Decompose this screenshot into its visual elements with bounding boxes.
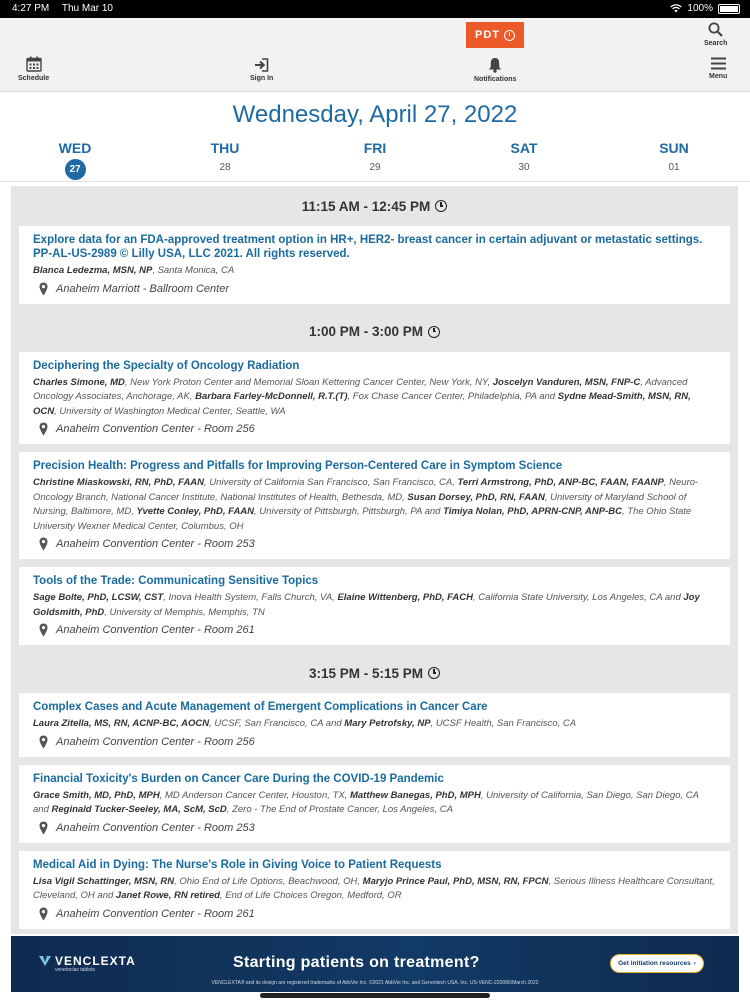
search-label: Search (704, 40, 728, 47)
sign-in-label: Sign In (250, 75, 274, 82)
speaker-name: Elaine Wittenberg, PhD, FACH (337, 592, 474, 603)
location-pin-icon (39, 282, 48, 296)
day-tab-sat[interactable] (484, 140, 564, 181)
speaker-affiliation: , University of California San Francisco, San Francisco, CA, (204, 477, 458, 488)
speaker-name: Maryjo Prince Paul, PhD, MSN, RN, FPCN (362, 875, 549, 887)
speaker-affiliation: , MD Anderson Cancer Center, Houston, TX, (159, 789, 350, 801)
day-number: 29 (369, 162, 381, 173)
status-time: 4:27 PM (12, 3, 50, 14)
session-location (33, 907, 716, 921)
location-pin-icon (39, 537, 48, 551)
session-speakers (33, 264, 716, 279)
speaker-affiliation: , Serious Illness Healthcare Consultant, Cleveland, OH and (33, 875, 715, 901)
ad-brand (39, 954, 136, 968)
speaker-affiliation: , University of Washington Medical Center, Seattle, WA (54, 405, 286, 417)
location-pin-icon (39, 735, 48, 749)
location-label: Anaheim Convention Center - Room 256 (56, 735, 255, 748)
session-card[interactable] (19, 352, 730, 445)
session-title[interactable]: Medical Aid in Dying: The Nurse's Role in Giving Voice to Patient Requests (33, 858, 442, 871)
speaker-name: Joy Goldsmith, PhD (33, 592, 700, 618)
speaker-affiliation: , Zero - The End of Prostate Cancer, Los Angeles, CA (226, 804, 453, 815)
speaker-name: Joscelyn Vanduren, MSN, FNP-C (492, 376, 641, 388)
search-icon (708, 22, 723, 37)
session-title[interactable]: Explore data for an FDA-approved treatment option in HR+, HER2- breast cancer in certain adjuvant or metastatic settings. PP-AL-US-2989 © Lilly USA, LLC 2021. All rights reserved. (33, 234, 703, 260)
speaker-name: Laura Zitella, MS, RN, ACNP-BC, AOCN (33, 718, 210, 729)
speaker-affiliation: , Fox Chase Cancer Center, Philadelphia, PA and (347, 391, 558, 402)
day-number: 28 (219, 162, 231, 173)
day-tab-fri[interactable] (335, 140, 415, 181)
ad-brand-sub: venetoclax tablets (55, 967, 96, 973)
speaker-affiliation: , Ohio End of Life Options, Beachwood, OH, (174, 875, 363, 887)
speaker-name: Janet Rowe, RN retired (115, 890, 220, 901)
schedule-list[interactable] (11, 186, 738, 934)
clock-icon (435, 200, 447, 212)
speaker-name: Sage Bolte, PhD, LCSW, CST (33, 592, 164, 603)
venclexta-logo-icon (39, 956, 51, 966)
day-name: THU (210, 140, 240, 156)
location-pin-icon (39, 907, 48, 921)
speaker-affiliation: , Neuro-Oncology Branch, National Cancer Institute, National Institutes of Health, Bethesda, MD, (33, 477, 699, 503)
ad-banner-area (0, 934, 750, 1000)
day-number: 01 (668, 162, 680, 173)
page-title: Wednesday, April 27, 2022 (232, 101, 518, 128)
location-pin-icon (39, 422, 48, 436)
day-name: FRI (363, 140, 387, 156)
speaker-name: Mary Petrofsky, NP (344, 718, 431, 729)
speaker-affiliation: , University of Pittsburgh, Pittsburgh, PA and (254, 506, 444, 517)
speaker-affiliation: , New York Proton Center and Memorial Sloan Kettering Cancer Center, New York, NY, (124, 376, 493, 388)
session-speakers (33, 376, 716, 420)
calendar-icon (26, 56, 42, 72)
session-title[interactable]: Precision Health: Progress and Pitfalls for Improving Person-Centered Care in Symptom Science (33, 460, 563, 472)
speaker-name: Susan Dorsey, PhD, RN, FAAN (407, 491, 545, 503)
ad-banner[interactable] (11, 936, 739, 992)
session-title[interactable]: Tools of the Trade: Communicating Sensitive Topics (33, 575, 319, 587)
session-title[interactable]: Deciphering the Specialty of Oncology Radiation (33, 359, 300, 372)
menu-icon (711, 57, 726, 70)
speaker-name: Terri Armstrong, PhD, ANP-BC, FAAN, FAANP (457, 477, 664, 488)
day-number: 27 (65, 159, 86, 180)
speaker-affiliation: , Inova Health System, Falls Church, VA, (163, 592, 338, 603)
location-label: Anaheim Marriott - Ballroom Center (56, 282, 230, 295)
session-title[interactable]: Complex Cases and Acute Management of Emergent Complications in Cancer Care (33, 701, 488, 713)
time-slot-label: 1:00 PM - 3:00 PM (308, 324, 424, 339)
speaker-name: Reginald Tucker-Seeley, MA, ScM, ScD (51, 804, 227, 815)
speaker-affiliation: , UCSF, San Francisco, CA and (209, 718, 345, 729)
clock-icon (428, 667, 440, 679)
battery-percent: 100% (687, 3, 713, 14)
session-title[interactable]: Financial Toxicity's Burden on Cancer Care During the COVID-19 Pandemic (33, 772, 444, 785)
search-button[interactable] (704, 22, 727, 47)
clock-icon (428, 326, 440, 338)
time-slot-label: 3:15 PM - 5:15 PM (308, 665, 424, 681)
notifications-label: Notifications (474, 76, 517, 83)
status-date: Thu Mar 10 (61, 3, 113, 14)
speaker-name: Blanca Ledezma, MSN, NP (33, 265, 153, 276)
day-name: SAT (510, 140, 538, 156)
location-label: Anaheim Convention Center - Room 253 (56, 538, 255, 550)
speaker-affiliation: , University of California, San Diego, San Diego, CA and (33, 789, 699, 815)
session-speakers (33, 875, 716, 904)
top-navigation (0, 18, 750, 92)
pdt-logo[interactable] (466, 22, 524, 48)
speaker-name: Matthew Banegas, PhD, MPH (349, 789, 481, 801)
session-location (33, 735, 716, 749)
speaker-affiliation: , The Ohio State University Wexner Medical Center, Columbus, OH (33, 506, 692, 532)
location-label: Anaheim Convention Center - Room 253 (56, 821, 255, 834)
speaker-name: Lisa Vigil Schattinger, MSN, RN (33, 875, 175, 887)
session-card[interactable] (19, 693, 730, 757)
speaker-name: Timiya Nolan, PhD, APRN-CNP, ANP-BC (443, 506, 623, 517)
day-name: SUN (659, 140, 689, 156)
ad-cta-button[interactable] (610, 954, 704, 973)
location-label: Anaheim Convention Center - Room 261 (56, 907, 255, 920)
date-header (0, 92, 750, 182)
speaker-affiliation: , Santa Monica, CA (152, 265, 235, 276)
menu-label: Menu (709, 73, 728, 80)
schedule-button[interactable] (18, 56, 49, 82)
day-tab-wed[interactable] (35, 140, 115, 181)
speaker-affiliation: , University of Memphis, Memphis, TN (104, 606, 265, 618)
speaker-affiliation: , End of Life Choices Oregon, Medford, OR (219, 890, 402, 901)
ad-cta-label: Get initiation resources (618, 960, 691, 967)
session-speakers (33, 717, 716, 732)
day-number: 30 (518, 162, 530, 173)
session-card[interactable] (19, 452, 730, 559)
status-bar (0, 0, 750, 18)
sign-in-icon (254, 58, 269, 72)
logo-text: PDT (475, 29, 500, 41)
session-card[interactable] (19, 765, 730, 843)
session-location (33, 623, 716, 637)
ad-headline: Starting patients on treatment? (233, 954, 480, 971)
session-speakers (33, 476, 716, 534)
time-slot-header (11, 312, 738, 352)
sign-in-button[interactable] (250, 58, 273, 82)
session-location (33, 537, 716, 551)
speaker-affiliation: , University of Maryland School of Nursing, Baltimore, MD, (33, 491, 687, 517)
day-tab-thu[interactable] (185, 140, 265, 181)
session-speakers (33, 789, 716, 818)
speaker-name: Sydne Mead-Smith, MSN, RN, OCN (33, 391, 691, 417)
time-slot-header (11, 653, 738, 693)
home-indicator (260, 993, 490, 998)
battery-icon (718, 4, 740, 14)
day-tab-sun[interactable] (634, 140, 714, 181)
chevron-right-icon: › (693, 960, 696, 967)
location-label: Anaheim Convention Center - Room 256 (56, 423, 255, 435)
session-speakers (33, 591, 716, 620)
day-name: WED (58, 140, 92, 156)
location-label: Anaheim Convention Center - Room 261 (56, 624, 255, 636)
time-slot-label: 11:15 AM - 12:45 PM (301, 198, 431, 214)
ad-brand-name: VENCLEXTA (55, 954, 136, 968)
speaker-name: Yvette Conley, PhD, FAAN (136, 506, 255, 517)
logo-clock-icon (504, 30, 515, 41)
location-pin-icon (39, 821, 48, 835)
bell-icon (488, 57, 502, 73)
notifications-button[interactable] (474, 57, 516, 83)
session-location (33, 422, 716, 436)
session-location (33, 282, 716, 296)
session-card[interactable] (19, 851, 730, 929)
speaker-name: Charles Simone, MD (33, 376, 125, 388)
menu-button[interactable] (709, 57, 727, 80)
speaker-affiliation: , Advanced Oncology Associates, Anchorage, AK, (33, 376, 688, 402)
speaker-name: Barbara Farley-McDonnell, R.T.(T) (195, 391, 348, 402)
ad-disclaimer: VENCLEXTA® and its design are registered trademarks of AbbVie Inc. ©2021 AbbVie Inc. and Genentech USA, Inc. US-VENC-220086/March 2022 (211, 980, 539, 986)
wifi-icon (670, 4, 682, 13)
schedule-label: Schedule (18, 75, 50, 82)
session-card[interactable] (19, 567, 730, 645)
speaker-name: Christine Miaskowski, RN, PhD, FAAN (33, 477, 205, 488)
speaker-name: Grace Smith, MD, PhD, MPH (33, 789, 160, 801)
session-location (33, 821, 716, 835)
time-slot-header (11, 186, 738, 226)
session-card[interactable] (19, 226, 730, 304)
speaker-affiliation: , UCSF Health, San Francisco, CA (430, 718, 577, 729)
speaker-affiliation: , California State University, Los Angeles, CA and (473, 592, 684, 603)
location-pin-icon (39, 623, 48, 637)
